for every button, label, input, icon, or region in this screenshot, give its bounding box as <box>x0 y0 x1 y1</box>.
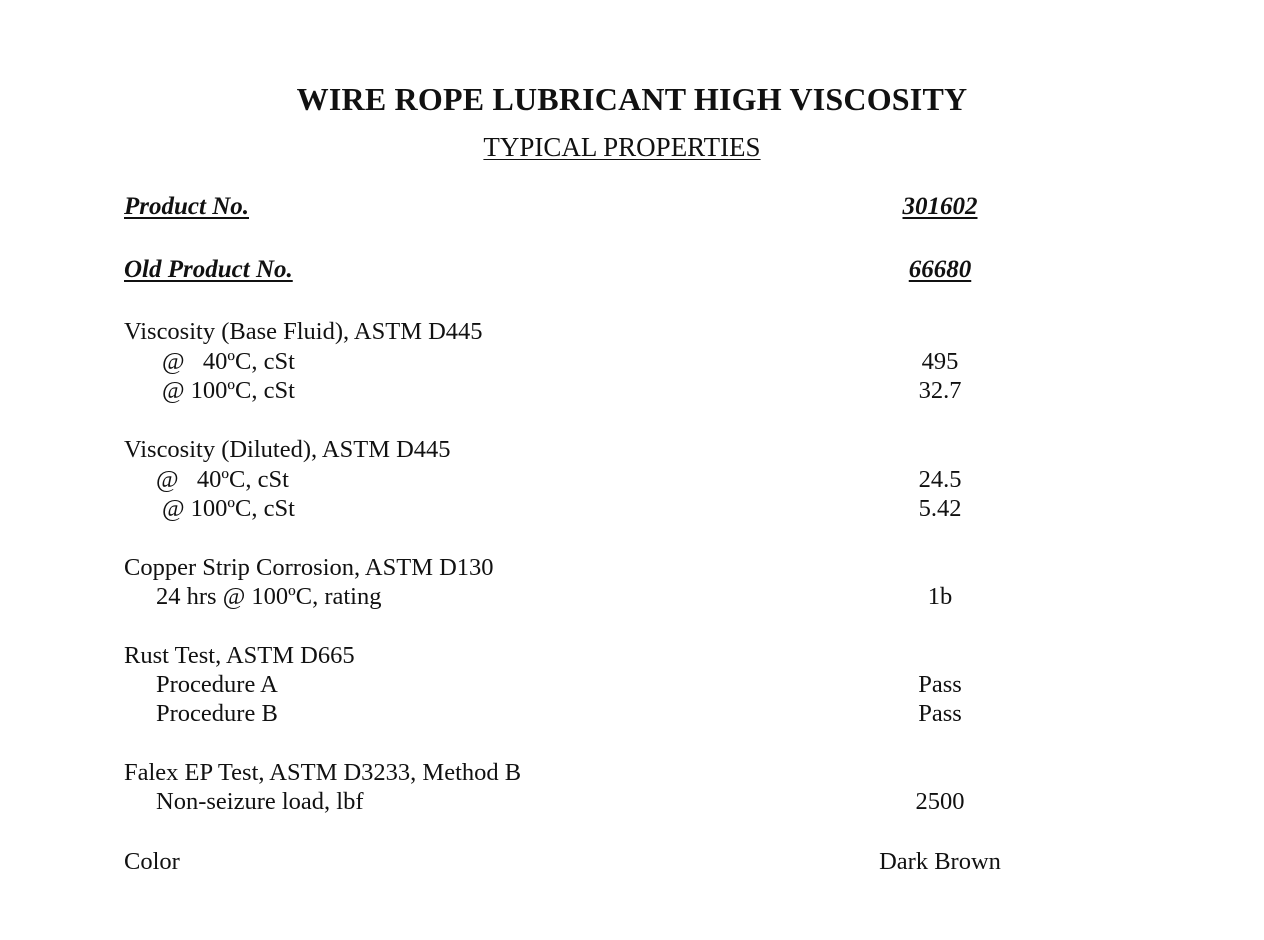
section-heading <box>124 553 1124 583</box>
property-row <box>124 582 1124 612</box>
property-value: Pass <box>918 671 962 698</box>
property-row <box>124 787 1124 817</box>
viscosity-diluted-heading: Viscosity (Diluted), ASTM D445 <box>124 436 451 463</box>
product-number-label: Product No. <box>124 193 249 220</box>
property-value: 2500 <box>915 788 965 815</box>
product-number-value: 301602 <box>902 193 978 220</box>
property-value: 1b <box>927 583 953 610</box>
product-number-row <box>124 192 1124 222</box>
section-heading <box>124 641 1124 671</box>
property-row <box>124 376 1124 406</box>
falex-ep-heading: Falex EP Test, ASTM D3233, Method B <box>124 759 522 786</box>
property-row <box>124 699 1124 729</box>
document-title: WIRE ROPE LUBRICANT HIGH VISCOSITY <box>296 81 968 117</box>
property-row <box>124 670 1124 700</box>
document-subtitle <box>0 131 1244 163</box>
property-value: 495 <box>921 348 959 375</box>
color-label: Color <box>124 848 180 875</box>
property-label: @ 100ºC, cSt <box>162 377 295 404</box>
property-label: Non-seizure load, lbf <box>156 788 364 815</box>
old-product-number-row <box>124 255 1124 285</box>
old-product-number-value: 66680 <box>908 256 972 283</box>
old-product-number-label: Old Product No. <box>124 256 293 283</box>
property-label: Procedure A <box>156 671 278 698</box>
property-row <box>124 494 1124 524</box>
copper-corrosion-heading: Copper Strip Corrosion, ASTM D130 <box>124 554 494 581</box>
property-label: 24 hrs @ 100ºC, rating <box>156 583 382 610</box>
color-value: Dark Brown <box>879 848 1001 875</box>
property-value: Pass <box>918 700 962 727</box>
section-heading <box>124 317 1124 347</box>
property-value: 5.42 <box>918 495 962 522</box>
property-row <box>124 465 1124 495</box>
rust-test-heading: Rust Test, ASTM D665 <box>124 642 355 669</box>
property-label: @ 100ºC, cSt <box>162 495 295 522</box>
section-heading <box>124 435 1124 465</box>
property-row <box>124 347 1124 377</box>
property-value: 32.7 <box>918 377 962 404</box>
property-label: Procedure B <box>156 700 278 727</box>
section-heading <box>124 758 1124 788</box>
color-row <box>124 847 1124 877</box>
subtitle-text: TYPICAL PROPERTIES <box>483 132 761 162</box>
property-label: @ 40ºC, cSt <box>162 348 295 375</box>
property-label: @ 40ºC, cSt <box>156 466 289 493</box>
property-value: 24.5 <box>918 466 962 493</box>
viscosity-base-heading: Viscosity (Base Fluid), ASTM D445 <box>124 318 483 345</box>
